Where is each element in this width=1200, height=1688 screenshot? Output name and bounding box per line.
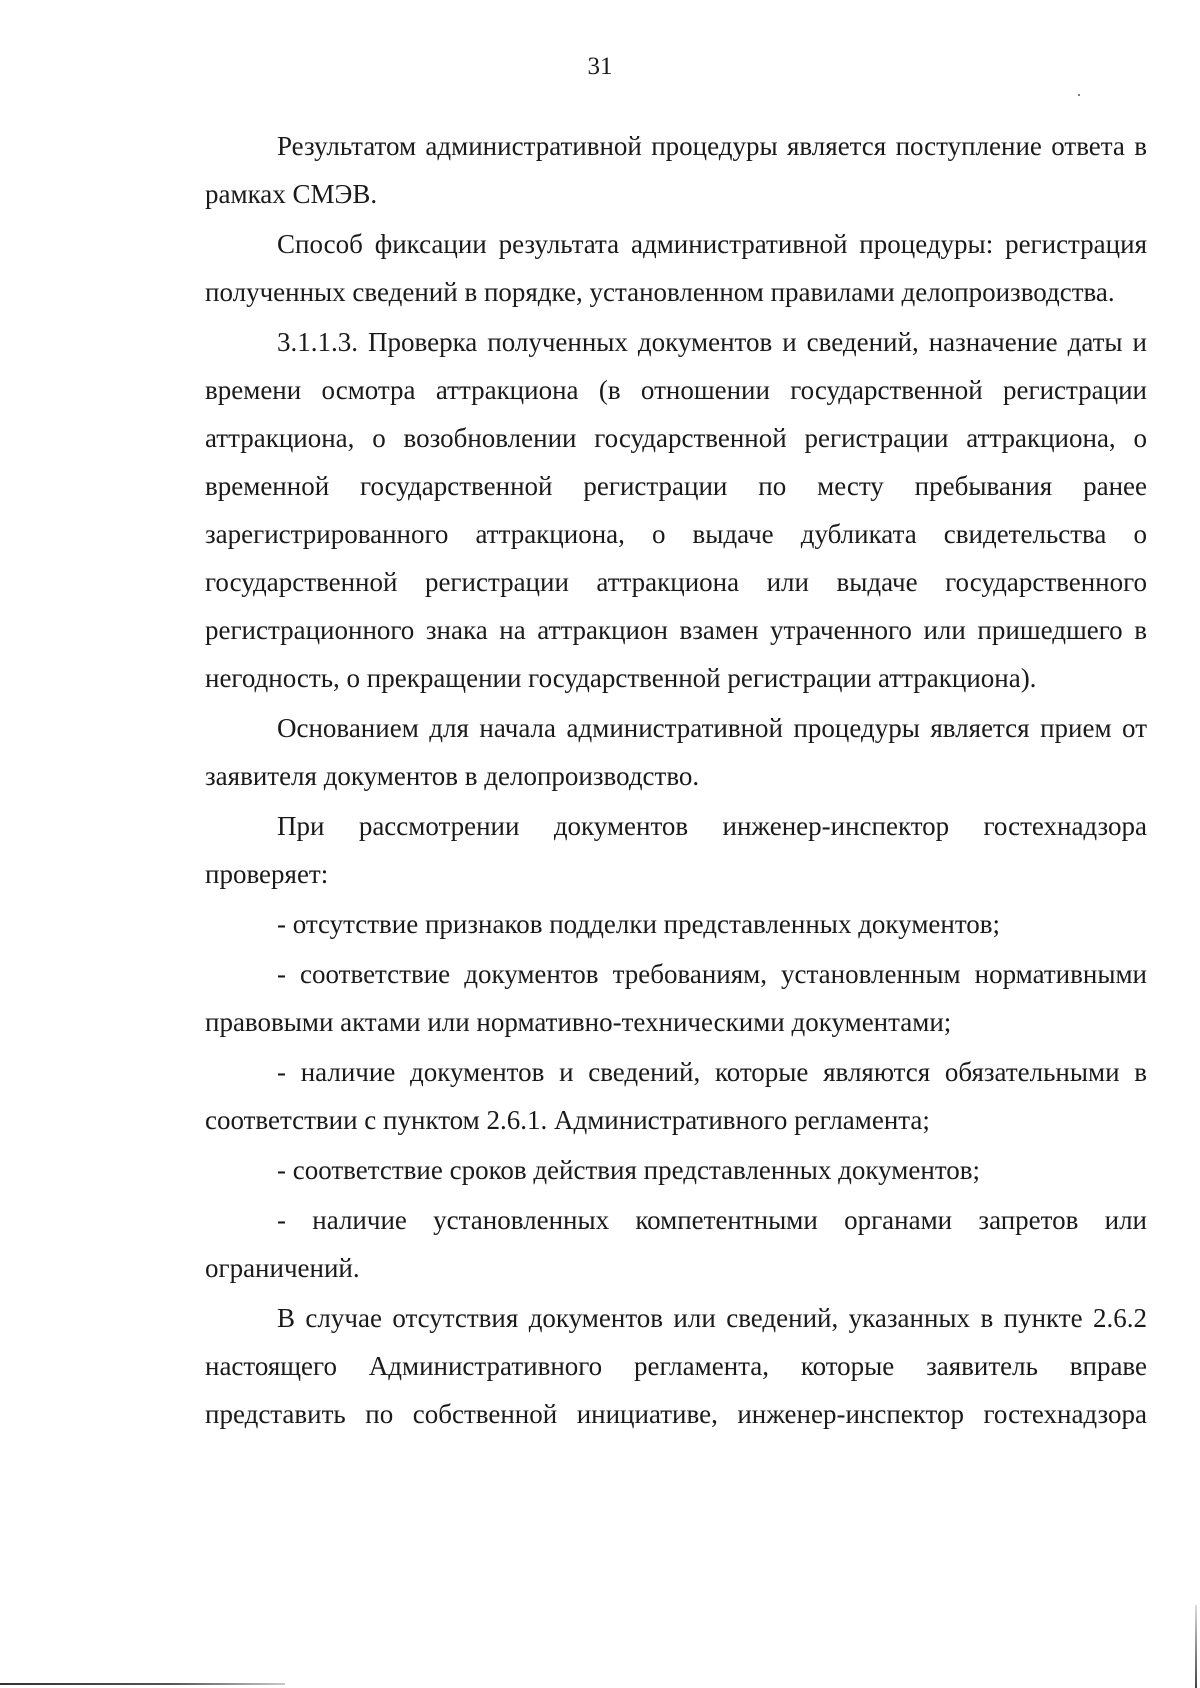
list-item-validity-periods: - соответствие сроков действия представленных документов; (277, 1155, 981, 1185)
paragraph-fixation-method: Способ фиксации результата административной процедуры: регистрация полученных сведений в порядке, установленном правилами делопроизводства. (205, 229, 1147, 307)
scan-edge-line-bottom (0, 1683, 285, 1685)
paragraph-missing-documents: В случае отсутствия документов или сведений, указанных в пункте 2.6.2 настоящего Административного регламента, которые заявитель вправе представить по собственной инициативе, инженер-инспектор гостехнадзора (205, 1303, 1147, 1429)
scan-edge-line-right (1195, 1605, 1197, 1688)
list-item-restrictions: - наличие установленных компетентными органами запретов или ограничений. (205, 1205, 1147, 1283)
paragraph-result: Результатом административной процедуры является поступление ответа в рамках СМЭВ. (205, 131, 1147, 209)
list-item-mandatory-documents: - наличие документов и сведений, которые являются обязательными в соответствии с пунктом 2.6.1. Административного регламента; (205, 1057, 1147, 1135)
scan-speck (1078, 94, 1080, 96)
list-item-compliance: - соответствие документов требованиям, установленным нормативными правовыми актами или нормативно-техническими документами; (205, 959, 1147, 1037)
paragraph-inspector-checks: При рассмотрении документов инженер-инспектор гостехнадзора проверяет: (205, 811, 1147, 889)
list-item-forgery: - отсутствие признаков подделки представленных документов; (277, 909, 1001, 939)
paragraph-section-3-1-1-3: 3.1.1.3. Проверка полученных документов и сведений, назначение даты и времени осмотра аттракциона (в отношении государственной регистрации аттракциона, о возобновлении государственной регистрации аттракциона, о временной государственной регистрации по месту пребывания ранее зарегистрированного аттракциона, о выдаче дубликата свидетельства о государственной регистрации аттракциона или выдаче государственного регистрационного знака на аттракцион взамен утраченного или пришедшего в негодность, о прекращении государственной регистрации аттракциона). (205, 327, 1147, 693)
document-body (205, 122, 1147, 1440)
paragraph-procedure-basis: Основанием для начала административной процедуры является прием от заявителя документов в делопроизводство. (205, 713, 1147, 791)
page-number: 31 (587, 53, 613, 80)
